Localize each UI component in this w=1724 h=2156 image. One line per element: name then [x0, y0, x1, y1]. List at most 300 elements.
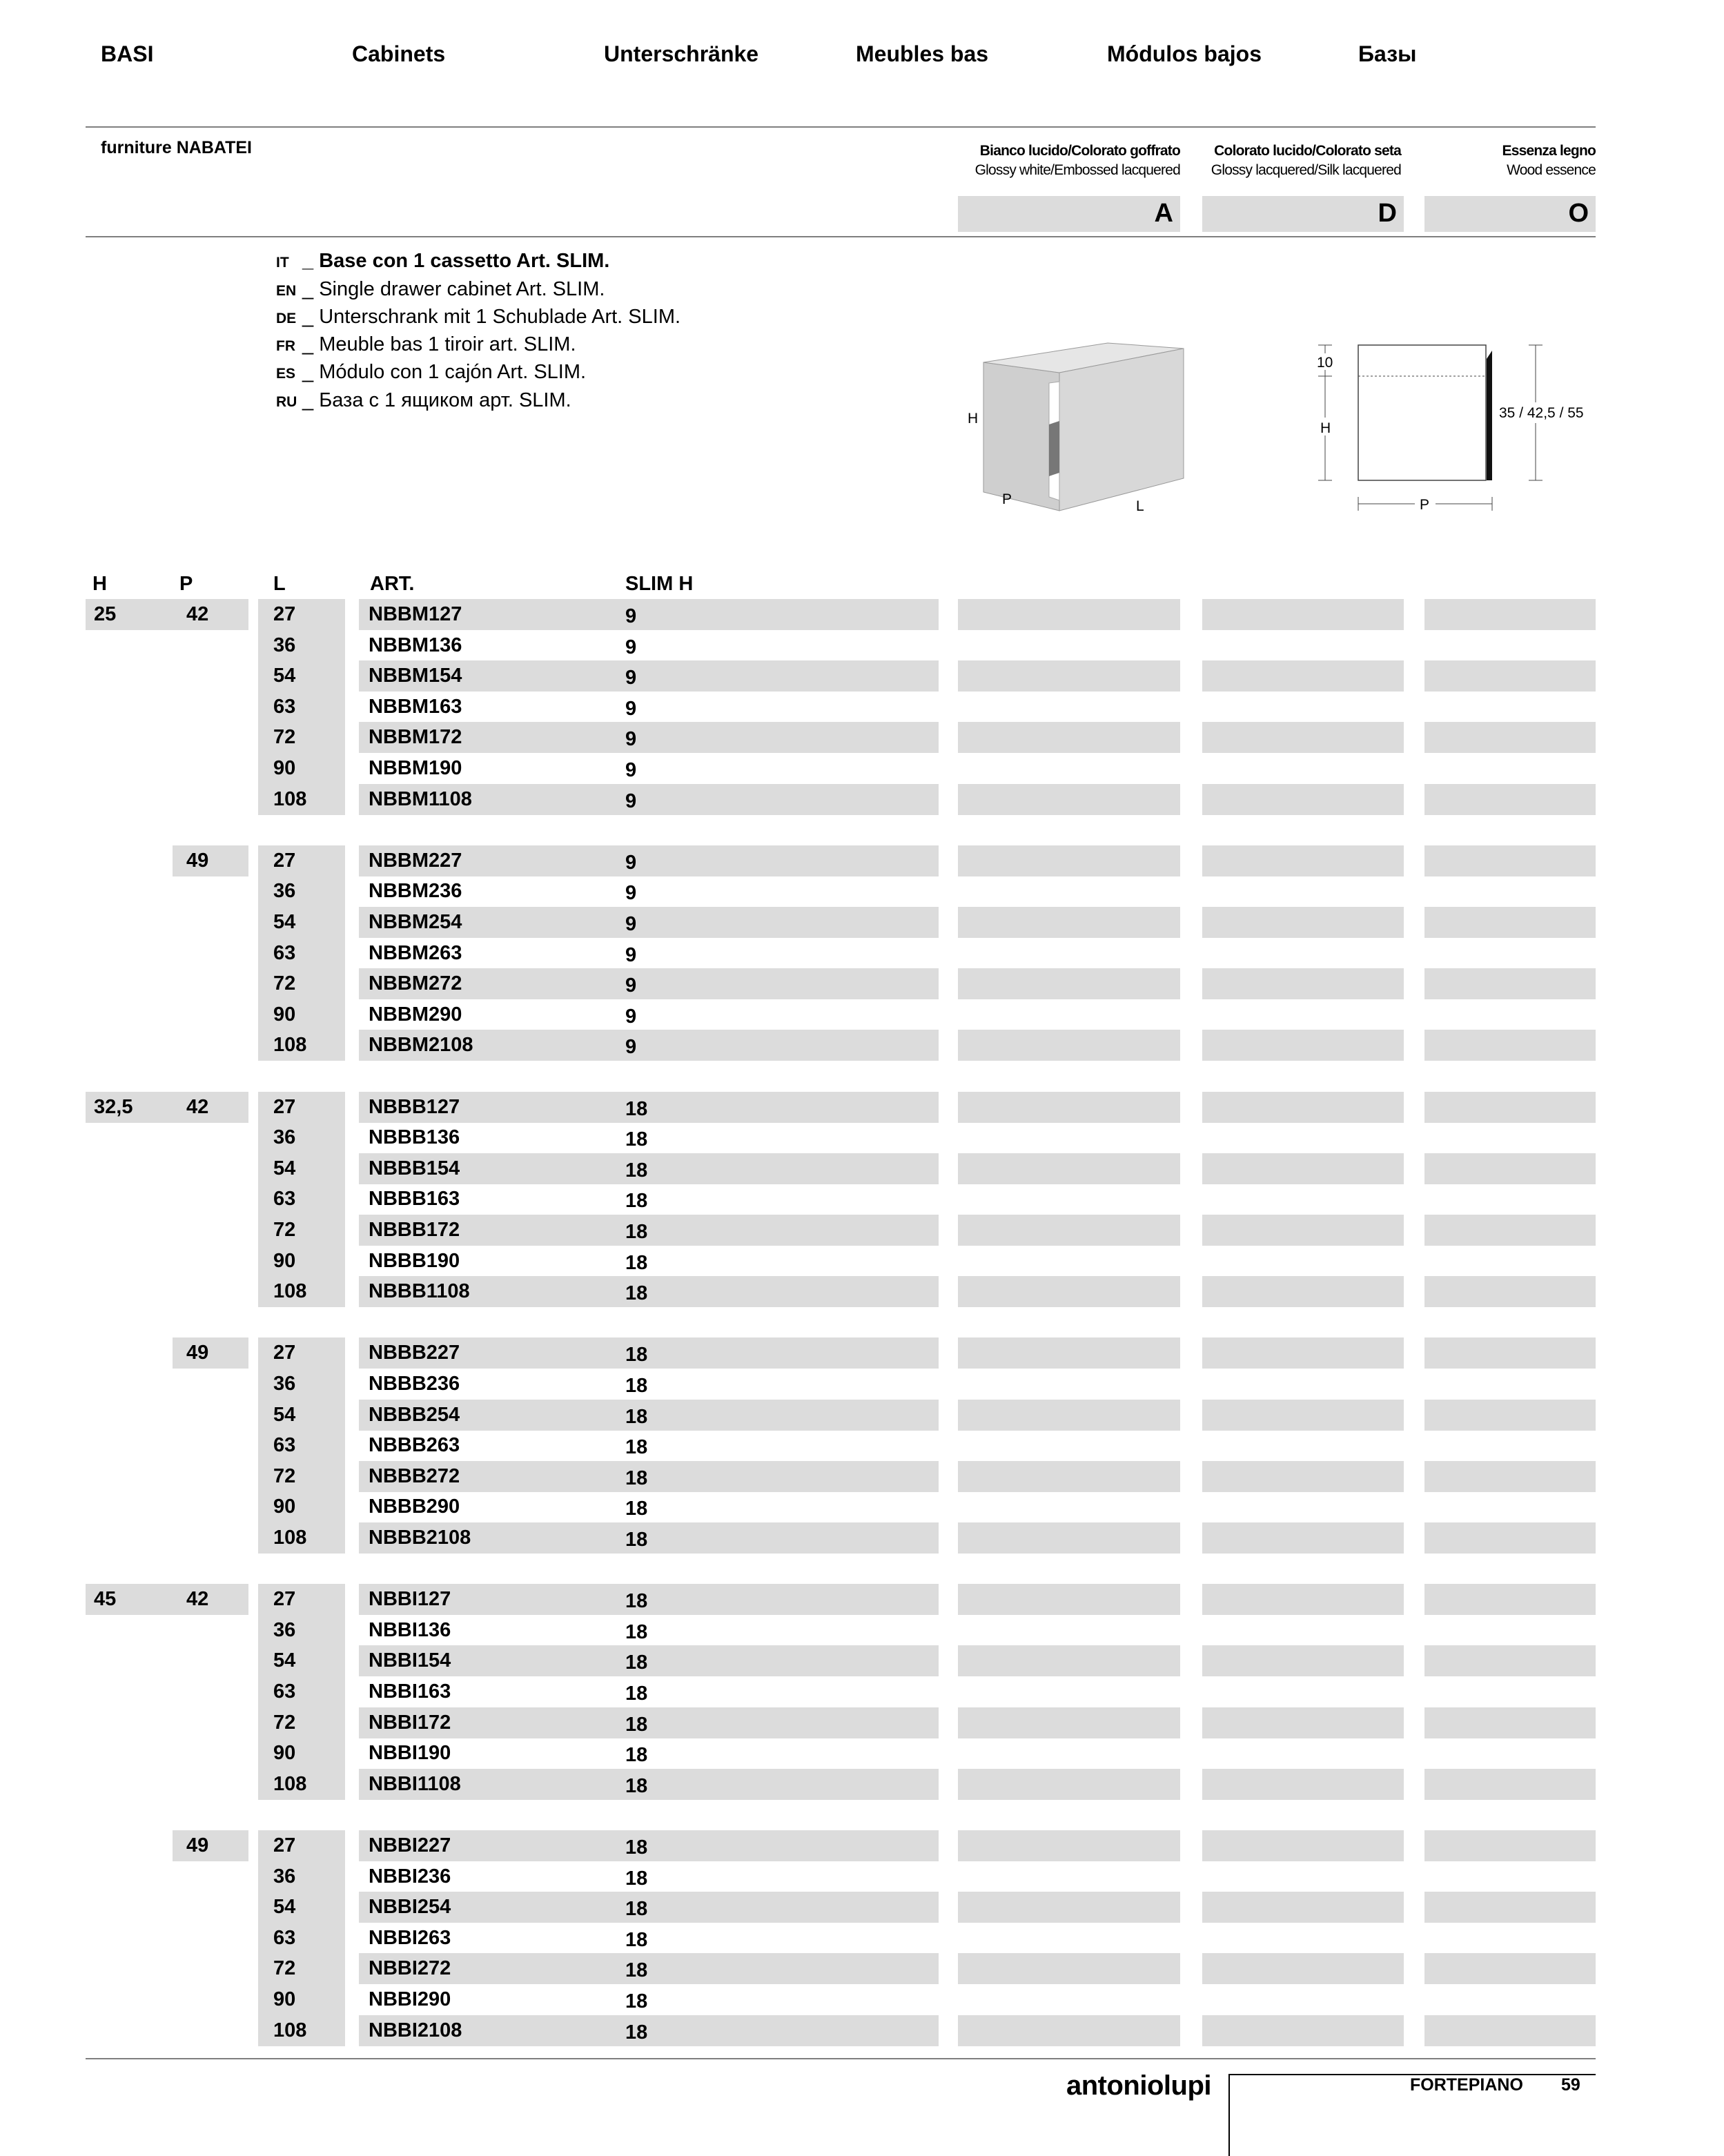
cell-art: NBBI1108	[359, 1769, 939, 1800]
cell-l: 108	[258, 784, 345, 815]
table-row	[0, 876, 1724, 907]
cell-l: 72	[258, 1215, 345, 1246]
table-row	[0, 1215, 1724, 1246]
cell-art: NBBB2108	[359, 1522, 939, 1554]
cell-slim-h: 18	[625, 1344, 648, 1366]
finish-o-cell	[1424, 599, 1596, 630]
finish-a-cell	[958, 1215, 1180, 1246]
cell-slim-h: 9	[625, 913, 637, 935]
cell-l: 36	[258, 1861, 345, 1892]
finish-o-cell	[1424, 845, 1596, 876]
cell-l: 63	[258, 692, 345, 723]
cell-l: 63	[258, 1184, 345, 1215]
finish-a-cell	[958, 1584, 1180, 1615]
finish-d-title: Colorato lucido/Colorato seta	[1214, 143, 1401, 159]
table-row	[0, 1861, 1724, 1892]
desc-de: DE _ Unterschrank mit 1 Schublade Art. SLIM.	[276, 303, 680, 333]
finish-o-cell	[1424, 907, 1596, 938]
cell-slim-h: 9	[625, 1036, 637, 1059]
side-label-p: P	[1420, 497, 1430, 513]
table-row	[0, 630, 1724, 661]
table-row	[0, 784, 1724, 815]
cell-art: NBBM290	[369, 1003, 462, 1026]
cell-l: 27	[258, 845, 345, 876]
cell-art: NBBM227	[359, 845, 939, 876]
cell-p: 42	[173, 1092, 248, 1123]
finish-a-cell	[958, 1522, 1180, 1554]
cell-h: 25	[86, 599, 173, 630]
finish-a-cell	[958, 1892, 1180, 1923]
finish-d-cell	[1202, 1276, 1404, 1307]
finish-o-cell	[1424, 660, 1596, 692]
table-row	[0, 2015, 1724, 2046]
cell-slim-h: 18	[625, 1959, 648, 1982]
finish-d-cell	[1202, 1830, 1404, 1861]
cabinet-front-panel	[1059, 349, 1184, 511]
finish-o-cell	[1424, 1337, 1596, 1369]
cell-l: 54	[258, 1892, 345, 1923]
table-row	[0, 1830, 1724, 1861]
cell-slim-h: 18	[625, 1128, 648, 1151]
finish-label-a	[952, 141, 1180, 180]
cell-l: 63	[258, 1923, 345, 1954]
table-row	[0, 1400, 1724, 1431]
cell-art: NBBI163	[369, 1680, 451, 1703]
brand-line: furniture NABATEI	[101, 138, 252, 157]
table-row	[0, 1707, 1724, 1738]
header-lang-ru: Базы	[1358, 41, 1417, 66]
finish-a-title: Bianco lucido/Colorato goffrato	[979, 143, 1180, 159]
finish-o-cell	[1424, 1153, 1596, 1184]
finish-d-cell	[1202, 1461, 1404, 1492]
cell-slim-h: 18	[625, 1744, 648, 1767]
cell-art: NBBI136	[369, 1618, 451, 1641]
cell-slim-h: 18	[625, 1620, 648, 1643]
finish-a-cell	[958, 1276, 1180, 1307]
cell-art: NBBB172	[359, 1215, 939, 1246]
cell-l: 72	[258, 1953, 345, 1984]
cell-art: NBBB254	[359, 1400, 939, 1431]
cell-slim-h: 18	[625, 1652, 648, 1674]
cell-p: 49	[173, 1830, 248, 1861]
finish-a-cell	[958, 1461, 1180, 1492]
finish-d-cell	[1202, 1584, 1404, 1615]
side-outline	[1358, 345, 1486, 480]
desc-en-text: Single drawer cabinet Art. SLIM.	[319, 278, 605, 300]
iso-label-h: H	[968, 411, 979, 427]
cell-l: 90	[258, 1246, 345, 1277]
table-row	[0, 1246, 1724, 1277]
finish-a-cell	[958, 1153, 1180, 1184]
finish-code-d	[1202, 196, 1404, 232]
cell-slim-h: 9	[625, 882, 637, 905]
table-row	[0, 753, 1724, 784]
cell-slim-h: 18	[625, 1990, 648, 2012]
cell-slim-h: 18	[625, 2021, 648, 2044]
finish-d-cell	[1202, 907, 1404, 938]
finish-a-cell	[958, 1092, 1180, 1123]
finish-d-cell	[1202, 968, 1404, 999]
col-header-l: L	[273, 573, 286, 595]
cell-art: NBBI190	[369, 1742, 451, 1765]
finish-o-cell	[1424, 968, 1596, 999]
footer-collection: FORTEPIANO	[1410, 2075, 1523, 2095]
cell-art: NBBM2108	[359, 1030, 939, 1061]
cell-slim-h: 18	[625, 1498, 648, 1520]
finish-a-cell	[958, 1830, 1180, 1861]
cell-h: 32,5	[86, 1092, 173, 1123]
finish-a-cell	[958, 1030, 1180, 1061]
desc-es-code: ES	[276, 366, 296, 382]
cell-art: NBBM254	[359, 907, 939, 938]
finish-d-cell	[1202, 1522, 1404, 1554]
header-lang-fr: Meubles bas	[856, 41, 989, 66]
side-label-h: H	[1320, 420, 1331, 436]
cell-art: NBBM154	[359, 660, 939, 692]
finish-d-cell	[1202, 599, 1404, 630]
cell-art: NBBB236	[369, 1373, 460, 1395]
finish-code-a-text: A	[1154, 199, 1173, 228]
cell-art: NBBB154	[359, 1153, 939, 1184]
cell-l: 54	[258, 1645, 345, 1676]
finish-d-subtitle: Glossy lacquered/Silk lacquered	[1211, 162, 1401, 178]
cell-art: NBBB290	[369, 1496, 460, 1518]
cell-art: NBBI254	[359, 1892, 939, 1923]
cell-art: NBBI227	[359, 1830, 939, 1861]
finish-d-cell	[1202, 1769, 1404, 1800]
table-row	[0, 1491, 1724, 1522]
finish-a-cell	[958, 1337, 1180, 1369]
cell-slim-h: 9	[625, 943, 637, 966]
table-row	[0, 1984, 1724, 2015]
finish-d-cell	[1202, 1892, 1404, 1923]
cell-art: NBBM272	[359, 968, 939, 999]
cell-slim-h: 9	[625, 759, 637, 781]
cell-l: 54	[258, 1400, 345, 1431]
cell-l: 90	[258, 753, 345, 784]
table-row	[0, 845, 1724, 876]
cell-l: 27	[258, 1092, 345, 1123]
cell-l: 90	[258, 1984, 345, 2015]
side-front-panel	[1487, 351, 1492, 480]
finish-d-cell	[1202, 1092, 1404, 1123]
cell-l: 108	[258, 1522, 345, 1554]
table-row	[0, 1522, 1724, 1554]
table-row	[0, 1337, 1724, 1369]
desc-de-code: DE	[276, 311, 297, 326]
cell-l: 63	[258, 938, 345, 969]
table-row	[0, 1030, 1724, 1061]
header-lang-de: Unterschränke	[604, 41, 759, 66]
finish-a-cell	[958, 660, 1180, 692]
finish-o-cell	[1424, 1830, 1596, 1861]
finish-code-o-text: O	[1568, 199, 1589, 228]
finish-o-cell	[1424, 1892, 1596, 1923]
finish-d-cell	[1202, 1645, 1404, 1676]
finish-d-cell	[1202, 1030, 1404, 1061]
table-row	[0, 1092, 1724, 1123]
desc-de-text: Unterschrank mit 1 Schublade Art. SLIM.	[319, 306, 681, 328]
cell-art: NBBI290	[369, 1988, 451, 2010]
cell-art: NBBI236	[369, 1865, 451, 1888]
finish-code-o	[1424, 196, 1596, 232]
desc-it-code: IT	[276, 255, 289, 271]
desc-fr-text: Meuble bas 1 tiroir art. SLIM.	[319, 333, 576, 355]
finish-o-cell	[1424, 784, 1596, 815]
cell-l: 54	[258, 1153, 345, 1184]
finish-o-cell	[1424, 1092, 1596, 1123]
table-row	[0, 660, 1724, 692]
cell-art: NBBI263	[369, 1926, 451, 1949]
cell-art: NBBB1108	[359, 1276, 939, 1307]
cell-art: NBBM1108	[359, 784, 939, 815]
cell-p: 42	[173, 599, 248, 630]
table-row	[0, 692, 1724, 723]
desc-ru: RU _ База с 1 ящиком арт. SLIM.	[276, 386, 571, 416]
finish-a-cell	[958, 599, 1180, 630]
cell-slim-h: 18	[625, 1590, 648, 1613]
cell-art: NBBB127	[359, 1092, 939, 1123]
finish-o-cell	[1424, 1215, 1596, 1246]
desc-es: ES _ Módulo con 1 cajón Art. SLIM.	[276, 358, 586, 388]
finish-d-cell	[1202, 1215, 1404, 1246]
finish-o-cell	[1424, 1030, 1596, 1061]
iso-label-l: L	[1136, 498, 1144, 514]
cell-art: NBBM172	[359, 722, 939, 753]
cell-slim-h: 9	[625, 697, 637, 720]
finish-a-cell	[958, 2015, 1180, 2046]
cell-l: 36	[258, 1615, 345, 1646]
finish-o-cell	[1424, 1400, 1596, 1431]
header-lang-it: BASI	[101, 41, 154, 66]
desc-it: IT _ Base con 1 cassetto Art. SLIM.	[276, 247, 609, 277]
finish-code-d-text: D	[1378, 199, 1397, 228]
finish-a-cell	[958, 1769, 1180, 1800]
cell-slim-h: 18	[625, 1282, 648, 1305]
cell-slim-h: 18	[625, 1251, 648, 1274]
cell-art: NBBM263	[369, 941, 462, 964]
cell-l: 90	[258, 999, 345, 1030]
side-label-10: 10	[1317, 355, 1333, 371]
cell-l: 90	[258, 1738, 345, 1769]
cell-slim-h: 9	[625, 728, 637, 751]
finish-a-cell	[958, 1400, 1180, 1431]
finish-o-cell	[1424, 1953, 1596, 1984]
cell-art: NBBM190	[369, 757, 462, 779]
cell-art: NBBB227	[359, 1337, 939, 1369]
finish-d-cell	[1202, 845, 1404, 876]
col-header-art: ART.	[370, 573, 415, 595]
cell-l: 36	[258, 630, 345, 661]
finish-label-o	[1368, 141, 1596, 180]
cell-slim-h: 18	[625, 1467, 648, 1489]
finish-code-a	[958, 196, 1180, 232]
cell-slim-h: 18	[625, 1436, 648, 1459]
col-header-h: H	[92, 573, 107, 595]
cell-l: 108	[258, 1276, 345, 1307]
table-row	[0, 1153, 1724, 1184]
header-lang-en: Cabinets	[352, 41, 446, 66]
cell-slim-h: 18	[625, 1928, 648, 1951]
cell-p: 49	[173, 845, 248, 876]
finish-o-cell	[1424, 722, 1596, 753]
cell-l: 27	[258, 599, 345, 630]
section-rule	[86, 236, 1596, 237]
cell-slim-h: 18	[625, 1529, 648, 1551]
cell-l: 108	[258, 1769, 345, 1800]
finish-d-cell	[1202, 1337, 1404, 1369]
cell-art: NBBI172	[359, 1707, 939, 1738]
cell-slim-h: 9	[625, 974, 637, 997]
finish-a-cell	[958, 845, 1180, 876]
finish-d-cell	[1202, 1707, 1404, 1738]
cell-slim-h: 9	[625, 636, 637, 658]
finish-label-d	[1173, 141, 1401, 180]
cell-slim-h: 18	[625, 1190, 648, 1213]
finish-o-subtitle: Wood essence	[1507, 162, 1596, 178]
cabinet-drawer-shadow	[1049, 421, 1059, 476]
cell-l: 108	[258, 2015, 345, 2046]
table-row	[0, 968, 1724, 999]
table-row	[0, 1676, 1724, 1707]
table-row	[0, 1738, 1724, 1769]
cell-l: 72	[258, 1707, 345, 1738]
cell-art: NBBB272	[359, 1461, 939, 1492]
cell-l: 27	[258, 1337, 345, 1369]
cell-slim-h: 18	[625, 1405, 648, 1428]
cell-art: NBBB190	[369, 1249, 460, 1272]
finish-d-cell	[1202, 784, 1404, 815]
footer-brand-logo: antoniolupi	[1066, 2070, 1212, 2101]
desc-en: EN _ Single drawer cabinet Art. SLIM.	[276, 275, 605, 305]
table-row	[0, 1184, 1724, 1215]
header-rule	[86, 126, 1596, 128]
iso-label-p: P	[1002, 491, 1012, 507]
header-lang-es: Módulos bajos	[1107, 41, 1262, 66]
cabinet-side-panel	[983, 362, 1059, 511]
table-row	[0, 1769, 1724, 1800]
cell-l: 36	[258, 1369, 345, 1400]
cell-slim-h: 9	[625, 790, 637, 812]
cell-art: NBBM136	[369, 634, 462, 656]
cell-slim-h: 18	[625, 1683, 648, 1705]
finish-a-cell	[958, 1707, 1180, 1738]
table-row	[0, 938, 1724, 969]
cell-art: NBBM163	[369, 695, 462, 718]
cell-slim-h: 9	[625, 667, 637, 689]
cabinet-iso-drawing	[952, 335, 1201, 521]
cell-l: 36	[258, 876, 345, 907]
finish-o-cell	[1424, 1461, 1596, 1492]
finish-a-cell	[958, 907, 1180, 938]
cell-art: NBBI272	[359, 1953, 939, 1984]
finish-d-cell	[1202, 722, 1404, 753]
cell-slim-h: 9	[625, 1005, 637, 1028]
cell-h: 45	[86, 1584, 173, 1615]
cell-art: NBBI154	[359, 1645, 939, 1676]
cabinet-side-drawing	[1297, 331, 1601, 521]
table-row	[0, 1584, 1724, 1615]
cell-art: NBBM127	[359, 599, 939, 630]
cell-l: 54	[258, 660, 345, 692]
cell-art: NBBB163	[369, 1188, 460, 1211]
table-row	[0, 1430, 1724, 1461]
cell-l: 108	[258, 1030, 345, 1061]
table-row	[0, 599, 1724, 630]
side-label-depth: 35 / 42,5 / 55	[1499, 405, 1584, 421]
finish-o-title: Essenza legno	[1502, 143, 1596, 159]
desc-es-text: Módulo con 1 cajón Art. SLIM.	[319, 361, 587, 383]
finish-a-cell	[958, 1953, 1180, 1984]
cell-l: 27	[258, 1830, 345, 1861]
finish-a-cell	[958, 722, 1180, 753]
finish-a-subtitle: Glossy white/Embossed lacquered	[974, 162, 1180, 178]
cell-slim-h: 18	[625, 1836, 648, 1859]
cell-l: 63	[258, 1676, 345, 1707]
finish-o-cell	[1424, 1584, 1596, 1615]
cell-slim-h: 18	[625, 1898, 648, 1921]
cell-slim-h: 18	[625, 1097, 648, 1120]
desc-fr-code: FR	[276, 338, 295, 354]
cell-slim-h: 9	[625, 605, 637, 627]
cell-art: NBBB263	[369, 1434, 460, 1457]
finish-o-cell	[1424, 1707, 1596, 1738]
desc-ru-text: База с 1 ящиком арт. SLIM.	[319, 389, 571, 411]
cell-l: 36	[258, 1122, 345, 1153]
cell-slim-h: 18	[625, 1159, 648, 1182]
finish-d-cell	[1202, 1953, 1404, 1984]
desc-ru-code: RU	[276, 394, 297, 410]
cell-art: NBBM236	[369, 880, 462, 903]
cell-p: 42	[173, 1584, 248, 1615]
finish-o-cell	[1424, 1522, 1596, 1554]
table-row	[0, 1461, 1724, 1492]
finish-a-cell	[958, 784, 1180, 815]
table-row	[0, 722, 1724, 753]
finish-o-cell	[1424, 1276, 1596, 1307]
finish-d-cell	[1202, 1400, 1404, 1431]
cell-l: 72	[258, 968, 345, 999]
table-row	[0, 1923, 1724, 1954]
cell-art: NBBI2108	[359, 2015, 939, 2046]
cell-l: 90	[258, 1491, 345, 1522]
finish-d-cell	[1202, 660, 1404, 692]
table-row	[0, 1892, 1724, 1923]
cell-p: 49	[173, 1337, 248, 1369]
footer-page-number: 59	[1561, 2075, 1580, 2095]
cell-slim-h: 18	[625, 1375, 648, 1397]
desc-fr: FR _ Meuble bas 1 tiroir art. SLIM.	[276, 331, 576, 360]
table-row	[0, 1369, 1724, 1400]
cell-l: 27	[258, 1584, 345, 1615]
cell-slim-h: 18	[625, 1774, 648, 1797]
finish-o-cell	[1424, 1645, 1596, 1676]
col-header-p: P	[179, 573, 193, 595]
finish-a-cell	[958, 968, 1180, 999]
cell-l: 63	[258, 1430, 345, 1461]
table-row	[0, 1645, 1724, 1676]
table-row	[0, 1953, 1724, 1984]
finish-a-cell	[958, 1645, 1180, 1676]
cell-art: NBBB136	[369, 1126, 460, 1149]
cell-slim-h: 18	[625, 1867, 648, 1890]
table-row	[0, 907, 1724, 938]
finish-d-cell	[1202, 1153, 1404, 1184]
finish-o-cell	[1424, 1769, 1596, 1800]
table-row	[0, 999, 1724, 1030]
cell-slim-h: 18	[625, 1713, 648, 1736]
desc-it-text: Base con 1 cassetto Art. SLIM.	[319, 250, 610, 272]
